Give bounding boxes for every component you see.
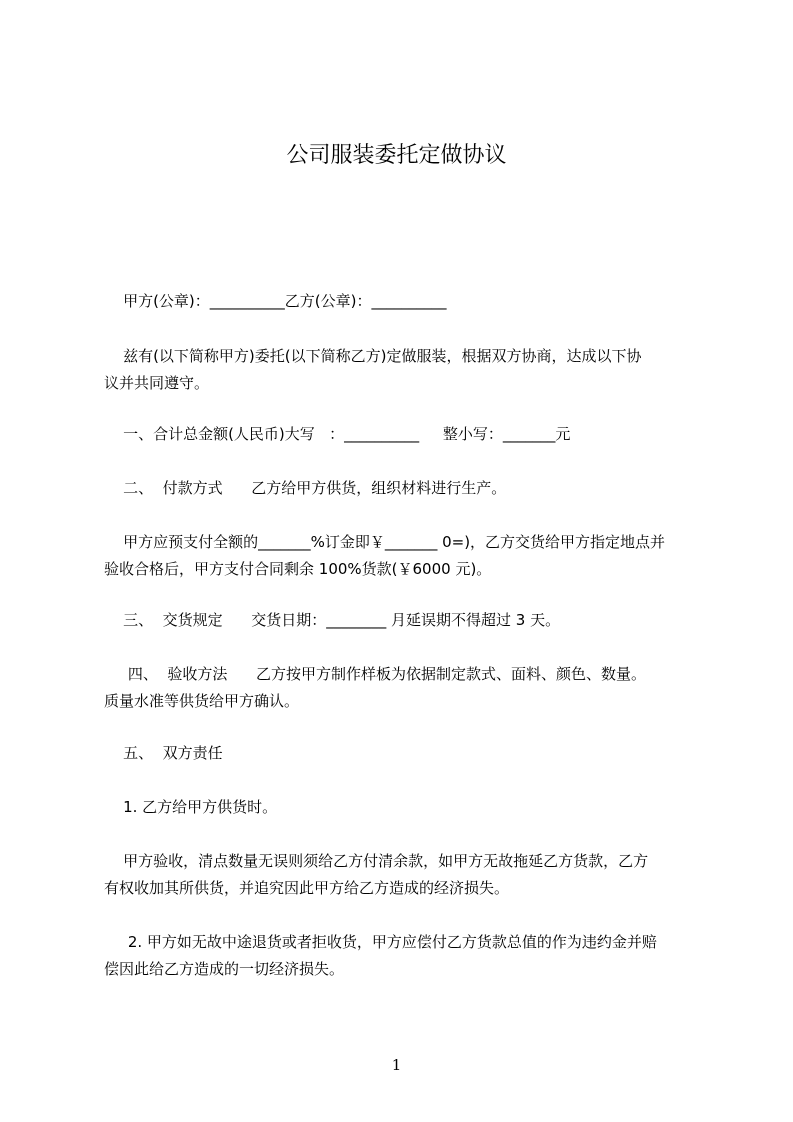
item-1-detail-line-2: 有权收加其所供货，并追究因此甲方给乙方造成的经济损失。 xyxy=(104,879,510,897)
intro-line-1: 兹有(以下简称甲方)委托(以下简称乙方)定做服装，根据双方协商，达成以下协 xyxy=(104,347,642,365)
page-number: 1 xyxy=(391,1056,402,1074)
clause-2-payment-method: 二、 付款方式 乙方给甲方供货，组织材料进行生产。 xyxy=(104,479,507,497)
item-1-detail-line-1: 甲方验收，清点数量无误则须给乙方付清余款，如甲方无故拖延乙方货款，乙方 xyxy=(104,852,649,870)
intro-line-2: 议并共同遵守。 xyxy=(104,374,210,392)
clause-4-line-2: 质量水准等供货给甲方确认。 xyxy=(104,692,300,710)
item-2-line-2: 偿因此给乙方造成的一切经济损失。 xyxy=(104,960,345,978)
clause-5-responsibilities: 五、 双方责任 xyxy=(104,744,223,762)
item-1: 1. 乙方给甲方供货时。 xyxy=(104,798,278,816)
parties-line: 甲方(公章)：__________乙方(公章)：__________ xyxy=(104,292,447,310)
payment-line-2: 验收合格后，甲方支付合同剩余 100%货款(￥6000 元)。 xyxy=(104,560,492,578)
clause-3-delivery: 三、 交货规定 交货日期：________ 月延误期不得超过 3 天。 xyxy=(104,611,561,629)
payment-line-1: 甲方应预支付全额的_______%订金即￥_______ 0=)，乙方交货给甲方指定地点并 xyxy=(104,533,666,551)
item-2-line-1: 2. 甲方如无故中途退货或者拒收货，甲方应偿付乙方货款总值的作为违约金并赔 xyxy=(104,933,657,951)
document-title: 公司服装委托定做协议 xyxy=(286,143,507,168)
clause-4-line-1: 四、 验收方法 乙方按甲方制作样板为依据制定款式、面料、颜色、数量。 xyxy=(104,665,646,683)
clause-1-total-amount: 一、合计总金额(人民币)大写 ：__________ 整小写：_______元 xyxy=(104,425,571,443)
